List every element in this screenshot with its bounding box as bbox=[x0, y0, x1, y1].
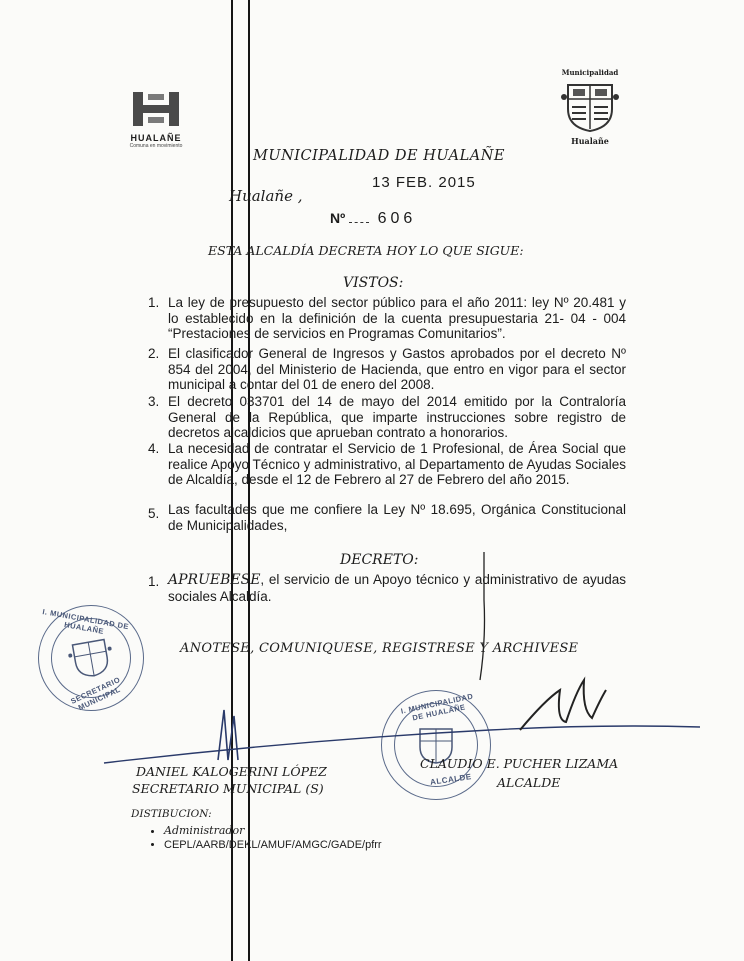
approval-word: APRUEBESE bbox=[168, 572, 261, 588]
decree-number: 606 bbox=[377, 210, 417, 227]
distribution-list bbox=[150, 823, 382, 853]
logo-slogan: Comuna en movimiento bbox=[129, 143, 183, 149]
vistos-heading: VISTOS: bbox=[343, 275, 404, 291]
distribution-item: • CEPL/AARB/DEKL/AMUF/AMGC/GADE/pfrr bbox=[164, 838, 382, 853]
vistos-item-number: 1. bbox=[148, 295, 160, 310]
seal-top-text: Municipalidad bbox=[561, 68, 619, 77]
decreto-item-text: , el servicio de un Apoyo técnico y administrativo de ayudas sociales Alcaldía. bbox=[168, 572, 626, 604]
decree-date: 13 FEB. 2015 bbox=[372, 174, 476, 191]
secretary-role: SECRETARIO MUNICIPAL (S) bbox=[132, 781, 324, 796]
vistos-item-5: Las facultades que me confiere la Ley Nº 18.695, Orgánica Constitucional de Municipalidades, bbox=[168, 502, 626, 533]
vistos-item-number: 2. bbox=[148, 346, 160, 361]
secretary-stamp-bottom: SECRETARIO MUNICIPAL bbox=[69, 674, 122, 713]
distribution-item: • Administrador bbox=[164, 823, 382, 838]
decree-place: Hualañe , bbox=[229, 187, 303, 205]
mayor-name: CLAUDIO E. PUCHER LIZAMA bbox=[420, 756, 619, 771]
distribution-heading: DISTIBUCION: bbox=[131, 808, 212, 820]
vistos-item-4: La necesidad de contratar el Servicio de 1 Profesional, de Área Social que realice Apoyo Técnico y administrativo, al Departamento de Ayudas Sociales de Alcaldía, desde el 12 de Febrero al 27 de Febrero del año 2015. bbox=[168, 441, 627, 487]
closing-formula: ANOTESE, COMUNIQUESE, REGISTRESE Y ARCHIVESE bbox=[180, 641, 579, 656]
mayor-stamp-bottom: ALCALDE bbox=[429, 772, 473, 787]
logo-name: HUALAÑE bbox=[130, 133, 182, 143]
number-prefix: Nº bbox=[330, 210, 346, 226]
vistos-item-number: 4. bbox=[148, 441, 160, 456]
vistos-item-3: El decreto 033701 del 14 de mayo del 2014 emitido por la Contraloría General de la República, que imparte instrucciones sobre registro de decretos alcaldicios que aprueban contrato a honorarios. bbox=[168, 394, 626, 440]
vistos-item-2: El clasificador General de Ingresos y Gastos aprobados por el decreto Nº 854 del 2004, del Ministerio de Hacienda, que entro en vigor para el sector municipal a contar del 01 de enero del 2008. bbox=[168, 346, 626, 392]
mayor-role: ALCALDE bbox=[497, 775, 561, 790]
vistos-item-number: 3. bbox=[148, 394, 160, 409]
vistos-item-1: La ley de presupuesto del sector público para el año 2011: ley Nº 20.481 y lo establecido en la definición de la cuenta presupuestaria 21- 04 - 004 “Prestaciones de servicios en Programas Comunitarios”. bbox=[168, 295, 626, 341]
seal-bottom-text: Hualañe bbox=[571, 136, 609, 146]
secretary-name: DANIEL KALOGERINI LÓPEZ bbox=[136, 764, 327, 779]
vistos-item-number: 5. bbox=[148, 506, 160, 521]
decreto-heading: DECRETO: bbox=[340, 552, 419, 568]
decreto-item-number: 1. bbox=[148, 574, 160, 589]
mayor-stamp-top: I. MUNICIPALIDAD DE HUALAÑE bbox=[400, 691, 475, 723]
decree-intro: ESTA ALCALDÍA DECRETA HOY LO QUE SIGUE: bbox=[208, 243, 524, 258]
secretary-stamp-top: I. MUNICIPALIDAD DE HUALAÑE bbox=[41, 607, 130, 636]
page-title: MUNICIPALIDAD DE HUALAÑE bbox=[253, 148, 505, 164]
